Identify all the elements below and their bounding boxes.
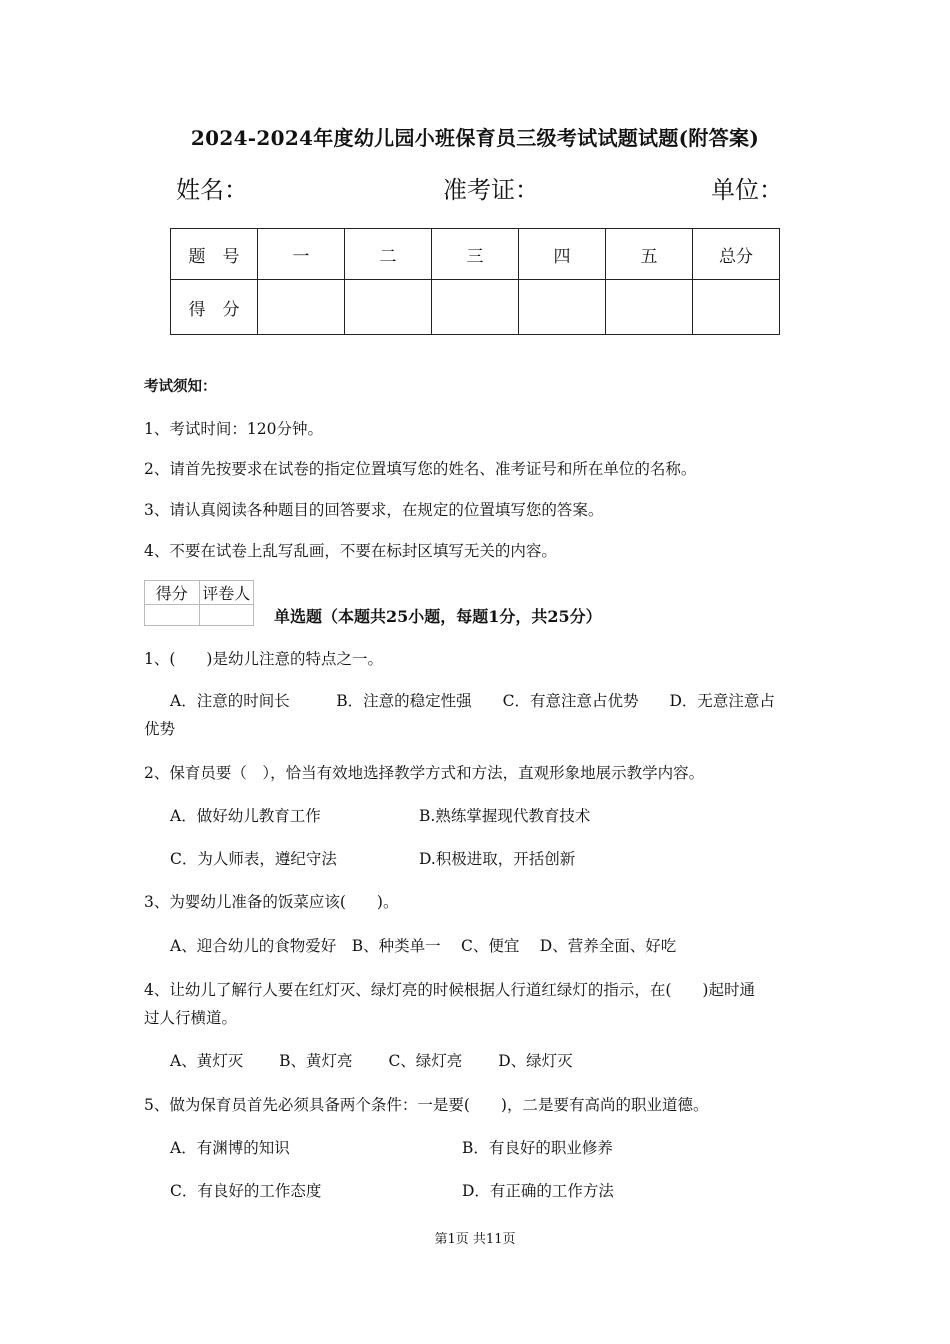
grader-reviewer-label: 评卷人 xyxy=(199,581,254,605)
question-5-option-b: B．有良好的职业修养 xyxy=(462,1139,613,1157)
question-4-stem-wrap: 过人行横道。 xyxy=(144,1009,238,1027)
question-1-options: A．注意的时间长 B．注意的稳定性强 C．有意注意占优势 D．无意注意占 xyxy=(170,692,775,710)
question-2-option-a: A．做好幼儿教育工作 xyxy=(170,807,321,825)
document-title: 2024-2024年度幼儿园小班保育员三级考试试题试题(附答案) xyxy=(190,126,760,150)
question-2-option-c: C．为人师表，遵纪守法 xyxy=(170,850,337,868)
question-2-option-b: B.熟练掌握现代教育技术 xyxy=(419,807,591,825)
question-4-stem: 4、让幼儿了解行人要在红灯灭、绿灯亮的时候根据人行道红绿灯的指示，在( )起时通 xyxy=(144,981,755,999)
question-5-option-a: A．有渊博的知识 xyxy=(170,1139,290,1157)
unit-field-label: 单位： xyxy=(711,176,783,204)
score-cell-total[interactable] xyxy=(693,280,780,335)
notice-item-3: 3、请认真阅读各种题目的回答要求，在规定的位置填写您的答案。 xyxy=(144,501,604,519)
score-row-label: 得 分 xyxy=(171,280,258,335)
score-cell-4[interactable] xyxy=(519,280,606,335)
question-5-stem: 5、做为保育员首先必须具备两个条件：一是要( )，二是要有高尚的职业道德。 xyxy=(144,1096,709,1114)
question-1-stem: 1、( )是幼儿注意的特点之一。 xyxy=(144,650,383,668)
score-header-4: 四 xyxy=(519,229,606,280)
score-cell-1[interactable] xyxy=(258,280,345,335)
question-3-stem: 3、为婴幼儿准备的饭菜应该( )。 xyxy=(144,893,399,911)
section-title: 单选题（本题共25小题，每题1分，共25分） xyxy=(274,607,602,626)
notice-item-2: 2、请首先按要求在试卷的指定位置填写您的姓名、准考证号和所在单位的名称。 xyxy=(144,460,697,478)
score-header-2: 二 xyxy=(345,229,432,280)
score-cell-2[interactable] xyxy=(345,280,432,335)
score-header-1: 一 xyxy=(258,229,345,280)
question-2-option-d: D.积极进取，开括创新 xyxy=(419,850,576,868)
notice-heading: 考试须知： xyxy=(144,378,217,395)
question-5-option-d: D．有正确的工作方法 xyxy=(462,1182,614,1200)
score-table xyxy=(170,228,780,335)
grader-score-cell[interactable] xyxy=(145,605,200,626)
score-cell-5[interactable] xyxy=(606,280,693,335)
question-4-options: A、黄灯灭 B、黄灯亮 C、绿灯亮 D、绿灯灭 xyxy=(170,1052,573,1070)
question-5-option-c: C．有良好的工作态度 xyxy=(170,1182,322,1200)
exam-id-field-label: 准考证： xyxy=(443,176,539,204)
question-2-stem: 2、保育员要（ ），恰当有效地选择教学方式和方法，直观形象地展示教学内容。 xyxy=(144,764,705,782)
grader-score-label: 得分 xyxy=(145,581,200,605)
name-field-label: 姓名： xyxy=(176,176,248,204)
question-3-options: A、迎合幼儿的食物爱好 B、种类单一 C、便宜 D、营养全面、好吃 xyxy=(170,937,677,955)
grader-reviewer-cell[interactable] xyxy=(199,605,254,626)
score-header-total: 总分 xyxy=(693,229,780,280)
notice-item-4: 4、不要在试卷上乱写乱画，不要在标封区填写无关的内容。 xyxy=(144,542,557,560)
score-header-5: 五 xyxy=(606,229,693,280)
score-table-header-row xyxy=(171,229,780,280)
grader-box xyxy=(144,580,254,626)
score-header-label: 题 号 xyxy=(171,229,258,280)
notice-item-1: 1、考试时间：120分钟。 xyxy=(144,420,323,438)
score-header-3: 三 xyxy=(432,229,519,280)
page-number: 第1页 共11页 xyxy=(434,1232,516,1247)
question-1-options-wrap: 优势 xyxy=(144,720,176,738)
score-table-score-row xyxy=(171,280,780,335)
score-cell-3[interactable] xyxy=(432,280,519,335)
